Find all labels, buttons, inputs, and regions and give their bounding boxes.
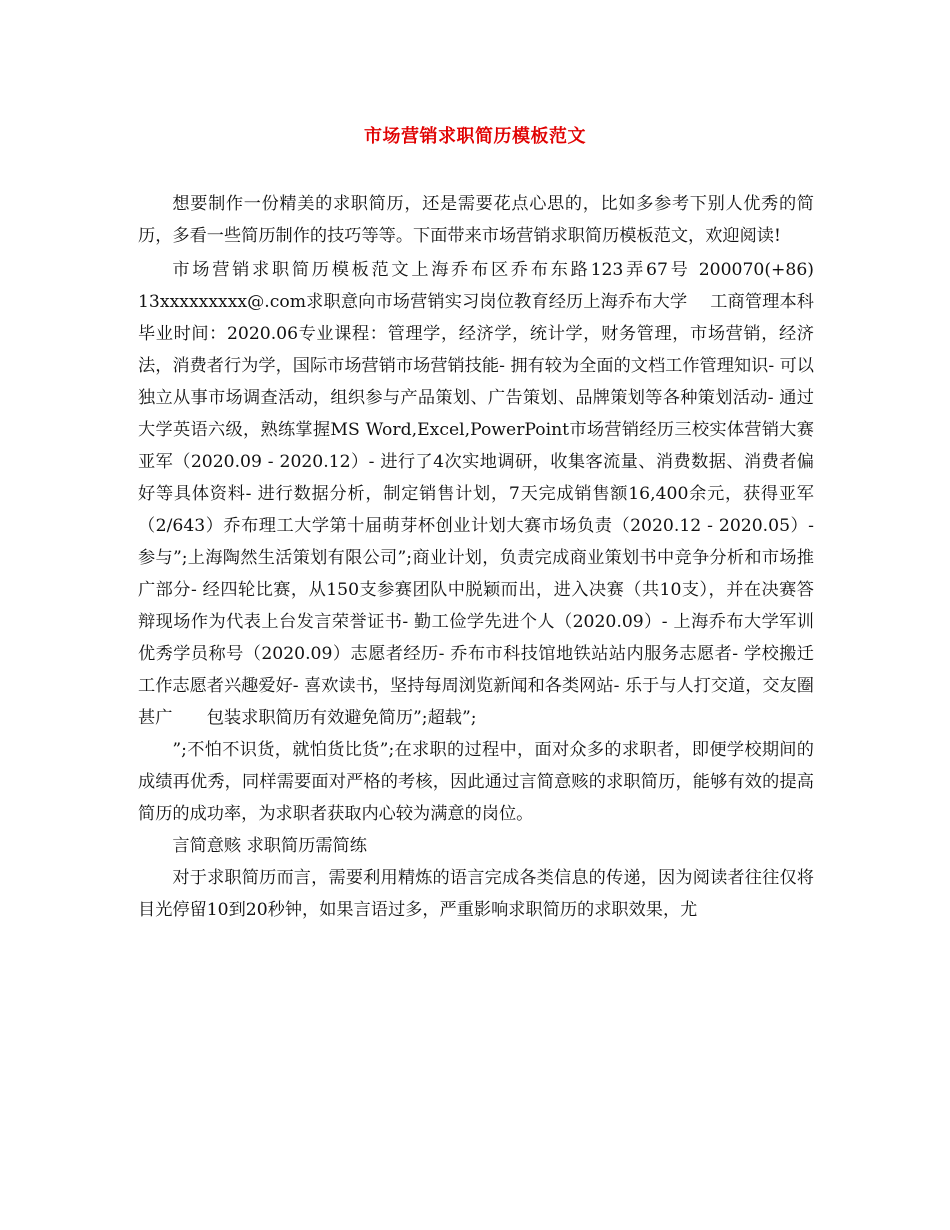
- paragraph-intro: 想要制作一份精美的求职简历，还是需要花点心思的，比如多参考下别人优秀的简历，多看一些简历制作的技巧等等。下面带来市场营销求职简历模板范文，欢迎阅读!: [138, 194, 814, 246]
- paragraph-resume-template: 市场营销求职简历模板范文上海乔布区乔布东路123弄67号 200070(+86) 13xxxxxxxxx@.com求职意向市场营销实习岗位教育经历上海乔布大学 工商管理本科毕业时间：2020.06专业课程：管理学，经济学，统计学，财务管理，市场营销，经济法，消费者行为学，国际市场营销市场营销技能- 拥有较为全面的文档工作管理知识- 可以独立从事市场调查活动，组织参与产品策划、广告策划、品牌策划等各种策划活动- 通过大学英语六级，熟练掌握MS Word,Excel,PowerPoint市场营销经历三校实体营销大赛亚军（2020.09 - 2020.12）- 进行了4次实地调研，收集客流量、消费数据、消费者偏好等具体资料- 进行数据分析，制定销售计划，7天完成销售额16,400余元，获得亚军（2/643）乔布理工大学第十届萌芽杯创业计划大赛市场负责（2020.12 - 2020.05）- 参与”;上海陶然生活策划有限公司”;商业计划，负责完成商业策划书中竞争分析和市场推广部分- 经四轮比赛，从150支参赛团队中脱颖而出，进入决赛（共10支），并在决赛答辩现场作为代表上台发言荣誉证书- 勤工俭学先进个人（2020.09）- 上海乔布大学军训优秀学员称号（2020.09）志愿者经历- 乔布市科技馆地铁站站内服务志愿者- 学校搬迁工作志愿者兴趣爱好- 喜欢读书，坚持每周浏览新闻和各类网站- 乐于与人打交道，交友圈甚广 包装求职简历有效避免简历”;超载”;: [138, 260, 814, 728]
- paragraph-comparison: ”;不怕不识货，就怕货比货”;在求职的过程中，面对众多的求职者，即便学校期间的成绩再优秀，同样需要面对严格的考核，因此通过言简意赅的求职简历，能够有效的提高简历的成功率，为求职者获取内心较为满意的岗位。: [138, 740, 814, 824]
- document-title: 市场营销求职简历模板范文: [364, 126, 586, 147]
- document-body: [138, 188, 814, 926]
- paragraph-concise: 对于求职简历而言，需要利用精炼的语言完成各类信息的传递，因为阅读者往往仅将目光停留10到20秒钟，如果言语过多，严重影响求职简历的求职效果，尤: [138, 868, 814, 920]
- paragraph-subheading: 言简意赅 求职简历需简练: [172, 836, 367, 856]
